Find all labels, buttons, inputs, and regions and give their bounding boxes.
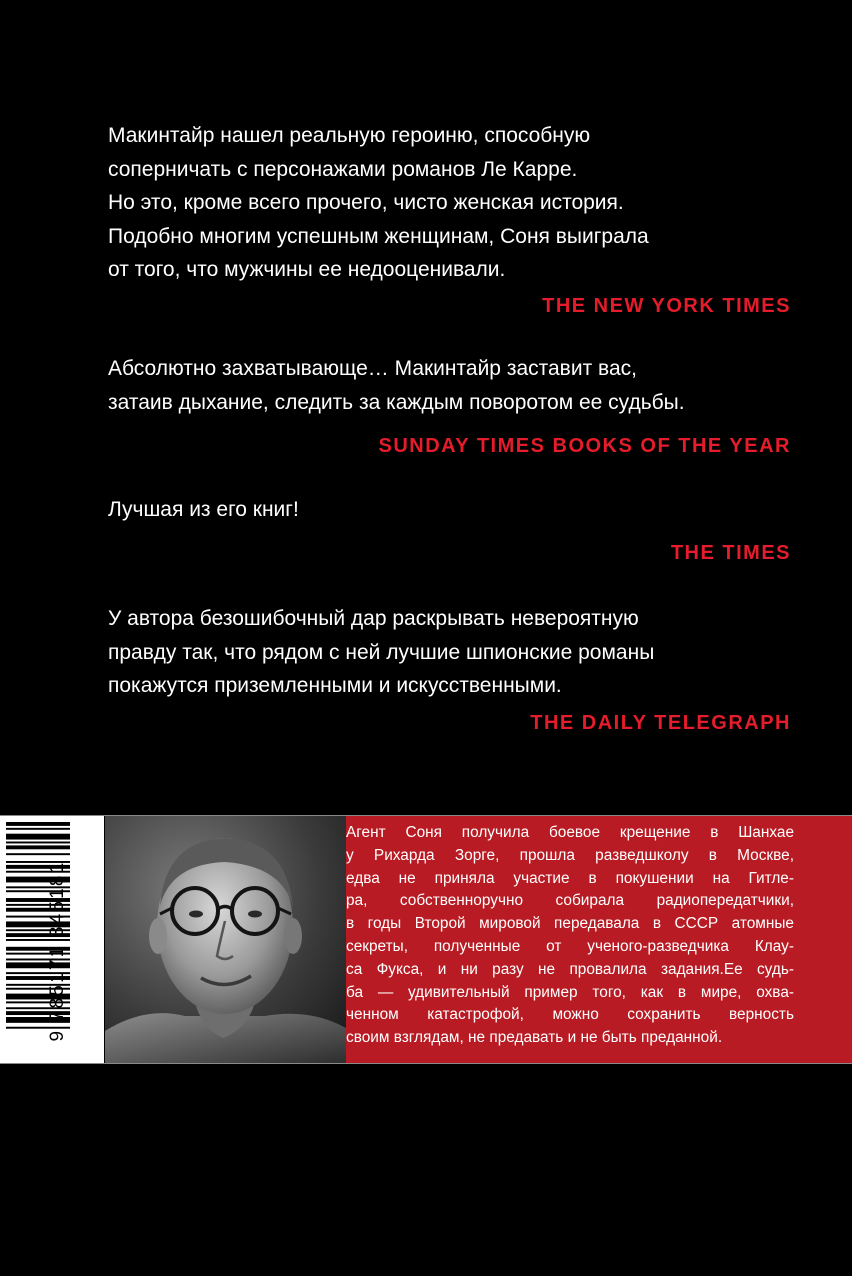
annotation-line: в годы Второй мировой передавала в СССР атомные: [346, 915, 794, 933]
author-portrait-image: [105, 816, 346, 1063]
annotation-line: едва не приняла участие в покушении на Гитле-: [346, 869, 794, 887]
book-annotation: [346, 822, 794, 1050]
author-photo: [105, 816, 346, 1063]
annotation-line: са Фукса, и ни разу не провалила задания.Ее судь-: [346, 960, 794, 978]
review-source-1: THE NEW YORK TIMES: [542, 295, 791, 317]
annotation-line: у Рихарда Зорге, прошла разведшколу в Москве,: [346, 846, 794, 864]
barcode: [0, 816, 104, 1063]
review-quote-1: Макинтайр нашел реальную героиню, способную соперничать с персонажами романов Ле Карре. Но это, кроме всего прочего, чисто женская история. Подобно многим успешным женщинам, Соня выиграла от того, что мужчины ее недооценивали.: [108, 124, 649, 281]
review-source-4: THE DAILY TELEGRAPH: [530, 712, 791, 734]
annotation-line: Агент Соня получила боевое крещение в Шанхае: [346, 824, 794, 841]
annotation-line: ченном катастрофой, можно сохранить верность: [346, 1006, 794, 1024]
review-quote-4: У автора безошибочный дар раскрывать невероятную правду так, что рядом с ней лучшие шпионские романы покажутся приземленными и искусственными.: [108, 607, 655, 697]
review-source-3: THE TIMES: [670, 542, 791, 564]
annotation-line: ба — удивительный пример того, как в мире, охва-: [346, 983, 794, 1001]
annotation-line: секреты, полученные от ученого-разведчика Клау-: [346, 937, 794, 955]
barcode-bar: [6, 828, 70, 830]
review-quote-3: Лучшая из его книг!: [108, 498, 299, 521]
bottom-strip: [0, 815, 852, 1064]
annotation-panel: [346, 816, 852, 1063]
annotation-line: ра, собственноручно собирала радиопередатчики,: [346, 892, 794, 910]
isbn-number: 9 785171 345181: [47, 860, 68, 1042]
annotation-line: своим взглядам, не предавать и не быть преданной.: [346, 1029, 723, 1047]
review-quote-2: Абсолютно захватывающе… Макинтайр заставит вас, затаив дыхание, следить за каждым поворотом ее судьбы.: [108, 357, 685, 414]
review-source-2: SUNDAY TIMES BOOKS OF THE YEAR: [378, 435, 791, 457]
barcode-bar: [6, 822, 70, 826]
